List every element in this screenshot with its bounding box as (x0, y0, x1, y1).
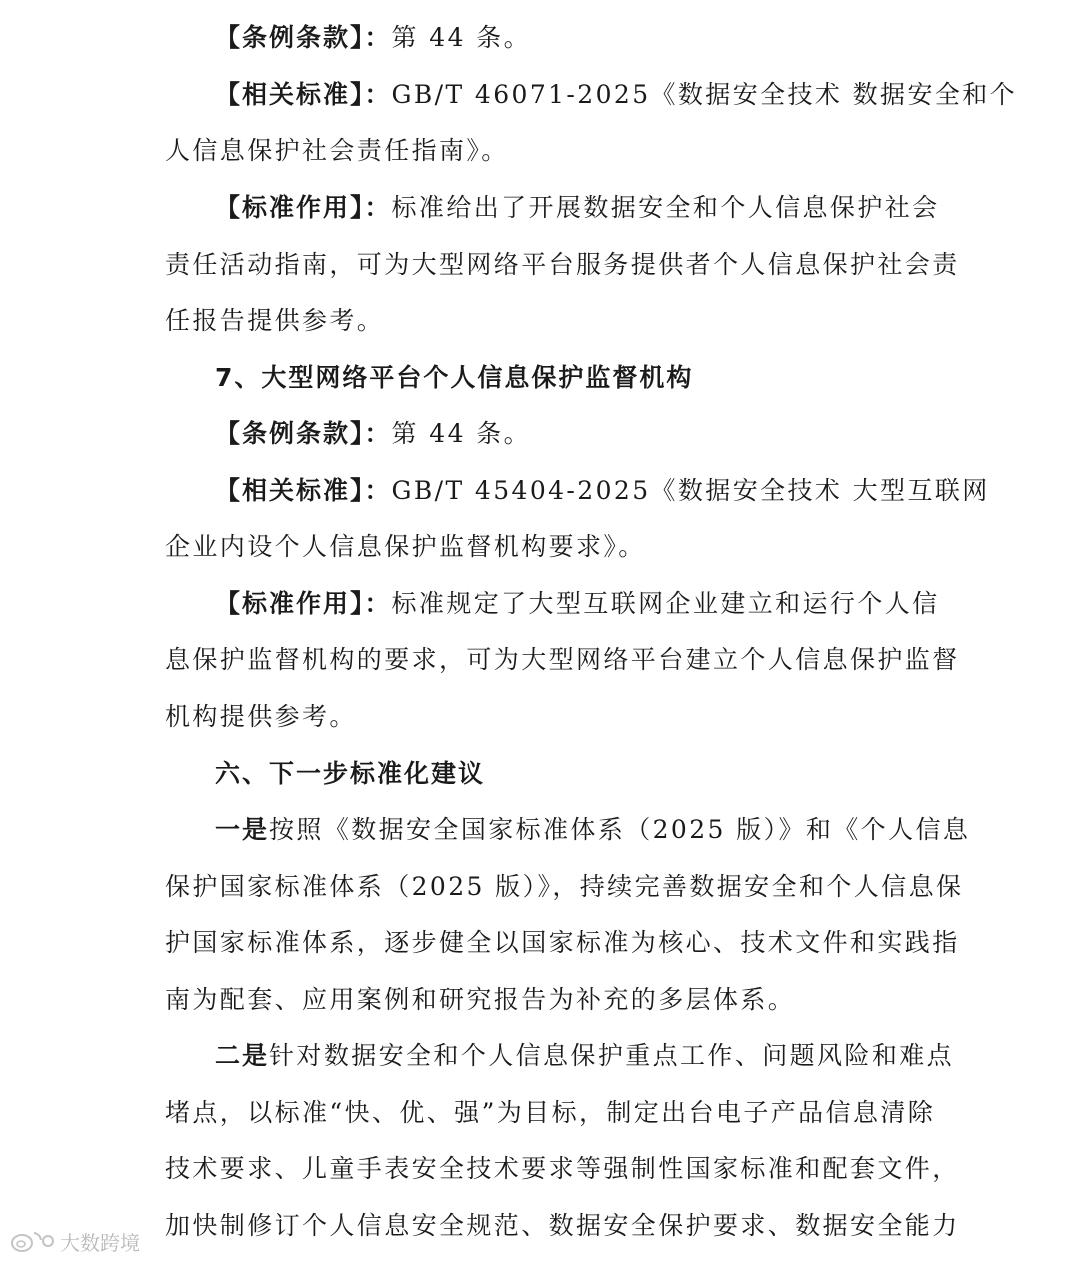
paragraph-line (215, 75, 1018, 115)
paragraph-text: 针对数据安全和个人信息保护重点工作、问题风险和难点 (269, 1041, 955, 1070)
paragraph-line: 堵点，以标准“快、优、强”为目标，制定出台电子产品信息清除 (165, 1098, 936, 1127)
paragraph-label: 【条例条款】： (215, 23, 392, 52)
paragraph-line: 保护国家标准体系（2025 版）》，持续完善数据安全和个人信息保 (165, 872, 964, 901)
paragraph-line (215, 414, 925, 454)
paragraph-text: 标准规定了大型互联网企业建立和运行个人信 (391, 589, 940, 618)
paragraph-label: 二是 (215, 1041, 270, 1070)
paragraph-text: 标准给出了开展数据安全和个人信息保护社会 (391, 193, 940, 222)
paragraph-line (215, 188, 940, 228)
paragraph-label: 【相关标准】： (215, 80, 392, 109)
paragraph-label: 一是 (215, 815, 270, 844)
watermark-text: 大数跨境 (60, 1230, 140, 1255)
watermark (10, 1226, 140, 1256)
paragraph-line (215, 584, 940, 624)
paragraph-text: GB/T 45404-2025《数据安全技术 大型互联网 (391, 476, 990, 505)
paragraph-text: 第 44 条。 (391, 419, 532, 448)
paragraph-line (215, 471, 990, 511)
paragraph-line: 息保护监督机构的要求，可为大型网络平台建立个人信息保护监督 (165, 645, 960, 674)
paragraph-line: 南为配套、应用案例和研究报告为补充的多层体系。 (165, 985, 796, 1014)
paragraph-line: 人信息保护社会责任指南》。 (165, 136, 509, 165)
paragraph-label: 【标准作用】： (215, 193, 392, 222)
paragraph-text: GB/T 46071-2025《数据安全技术 数据安全和个 (391, 80, 1018, 109)
paragraph-line (215, 1036, 955, 1076)
weibo-logo-icon (10, 1228, 56, 1254)
paragraph-line: 技术要求、儿童手表安全技术要求等强制性国家标准和配套文件， (165, 1154, 960, 1183)
paragraph-text: 按照《数据安全国家标准体系（2025 版）》和《个人信息 (269, 815, 971, 844)
paragraph-line: 护国家标准体系，逐步健全以国家标准为核心、技术文件和实践指 (165, 928, 960, 957)
paragraph-label: 【标准作用】： (215, 589, 392, 618)
paragraph-line: 责任活动指南，可为大型网络平台服务提供者个人信息保护社会责 (165, 250, 960, 279)
paragraph-text: 第 44 条。 (391, 23, 532, 52)
paragraph-line: 任报告提供参考。 (165, 306, 385, 335)
paragraph-line: 机构提供参考。 (165, 702, 357, 731)
paragraph-line: 企业内设个人信息保护监督机构要求》。 (165, 532, 646, 561)
section-heading: 六、下一步标准化建议 (215, 759, 486, 788)
paragraph-label: 【条例条款】： (215, 419, 392, 448)
paragraph-label: 【相关标准】： (215, 476, 392, 505)
paragraph-line: 加快制修订个人信息安全规范、数据安全保护要求、数据安全能力 (165, 1211, 960, 1240)
paragraph-line (215, 810, 971, 850)
section-heading: 7、大型网络平台个人信息保护监督机构 (215, 363, 694, 392)
paragraph-line (215, 18, 925, 58)
